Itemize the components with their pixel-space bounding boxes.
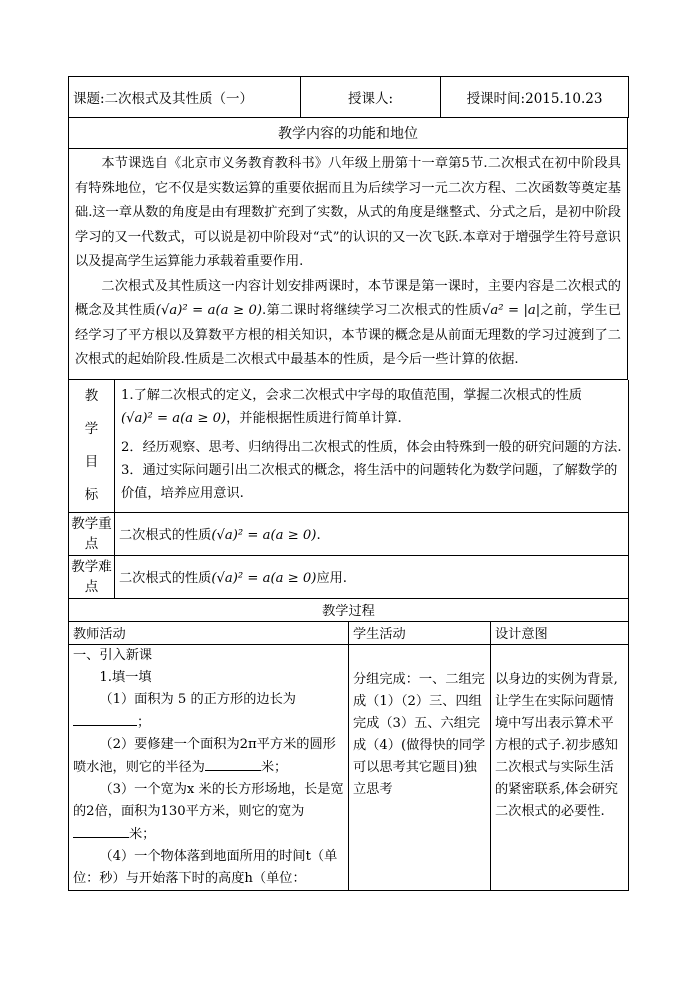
teacher-cell: [301, 77, 441, 118]
answer-blank-2[interactable]: [205, 756, 261, 771]
formula-sqrt-squared: (√a)² = a(a ≥ 0): [155, 303, 263, 318]
question-2-text: （2）要修建一个面积为2π平方米的圆形喷水池，则它的半径为: [73, 736, 336, 775]
para2-part-b: .第二课时将继续学习二次根式的性质: [262, 303, 482, 318]
difficulty-body: [115, 555, 629, 598]
objective-1-tail: ，并能根据性质进行简单计算.: [226, 410, 402, 426]
student-activity: [349, 644, 491, 890]
design-intent-text: 以身边的实例为背景,让学生在实际问题情境中写出表示算术平方根的式子.初步感知二次根式与实际生活的紧密联系,体会研究二次根式的必要性.: [495, 671, 618, 819]
objective-2: 2．经历观察、思考、归纳得出二次根式的性质，体会由特殊到一般的研究问题的方法.: [121, 439, 622, 455]
process-table: [68, 599, 629, 891]
question-4: （4）一个物体落到地面所用的时间t（单位：秒）与开始落下时的高度h（单位：: [73, 848, 338, 886]
objective-1-formula: (√a)² = a(a ≥ 0): [121, 410, 227, 426]
objectives-table: [68, 380, 629, 599]
obj-char-4: 标: [84, 486, 99, 503]
formula-sqrt-abs: √a² = |a|: [481, 303, 541, 318]
obj-char-3: 目: [84, 453, 99, 470]
header-table: [68, 76, 629, 118]
function-title: 教学内容的功能和地位: [69, 118, 628, 149]
fill-in-heading: 1.填一填: [99, 669, 152, 685]
difficulty-formula: (√a)² = a(a ≥ 0): [211, 571, 317, 586]
teacher-activity: [69, 644, 349, 890]
objective-1-text: 1.了解二次根式的定义，会求二次根式中字母的取值范围，掌握二次根式的性质: [121, 387, 582, 403]
student-activity-text: 分组完成：一、二组完成（1）（2）三、四组完成（3）五、六组完成（4）(做得快的同学可以思考其它题目)独立思考: [353, 671, 486, 797]
time-value: 2015.10.23: [525, 91, 603, 107]
question-3-end: 米；: [129, 826, 156, 842]
question-2: [73, 734, 344, 779]
function-para-1: 本节课选自《北京市义务教育教科书》八年级上册第十一章第5节.二次根式在初中阶段具有特殊地位，它不仅是实数运算的重要依据而且为后续学习一元二次方程、二次函数等奠定基础.这一章从数的角度是由有理数扩充到了实数，从式的角度是继整式、分式之后，是初中阶段学习的又一代数式，可以说是初中阶段对“式”的认识的又一次飞跃.本章对于增强学生符号意识以及提高学生运算能力承载着重要作用.: [75, 156, 621, 269]
teacher-label: 授课人:: [347, 91, 394, 107]
time-cell: [441, 77, 629, 118]
function-table: [68, 118, 628, 380]
process-title: 教学过程: [69, 599, 629, 622]
intro-heading: 一、引入新课: [73, 647, 153, 663]
question-3: [73, 779, 344, 846]
objectives-body: [115, 380, 629, 513]
para2-part-a: 二次根式及其性质这一内容计划安排两课时，本节课是第一课时，主要内容是二次根式的概念及其性质: [75, 278, 621, 318]
answer-blank-1[interactable]: [73, 711, 137, 726]
objective-3: 3．通过实际问题引出二次根式的概念，将生活中的问题转化为数学问题，了解数学的价值，培养应用意识.: [121, 462, 618, 501]
key-point-text: 二次根式的性质: [119, 528, 212, 543]
answer-blank-3[interactable]: [73, 823, 129, 838]
col-design: 设计意图: [491, 621, 629, 644]
difficulty-tail: 应用.: [316, 571, 348, 586]
question-1-end: ；: [137, 714, 151, 730]
key-point-formula: (√a)² = a(a ≥ 0): [211, 528, 317, 543]
function-body: [69, 149, 628, 380]
design-intent: [491, 644, 629, 890]
objective-1: [121, 384, 622, 430]
question-1-text: （1）面积为 5 的正方形的边长为: [99, 691, 296, 707]
time-label: 授课时间:: [466, 91, 526, 107]
col-teacher: 教师活动: [69, 621, 349, 644]
key-point-label: 教学重点: [69, 512, 115, 555]
objectives-label: [69, 380, 115, 513]
col-student: 学生活动: [349, 621, 491, 644]
key-point-body: [115, 512, 629, 555]
topic-label: 课题:: [73, 91, 105, 107]
lesson-plan: [68, 76, 628, 891]
key-point-tail: .: [316, 528, 321, 543]
obj-char-1: 教: [84, 387, 99, 404]
obj-char-2: 学: [84, 420, 99, 437]
para2-part-c: 之前，学生已经学习了平方根以及算数平方根的相关知识，本节课的概念是从前面无理数的学习过渡到了二次根式的起始阶段.性质是二次根式中最基本的性质，是今后一些计算的依据.: [75, 303, 622, 367]
topic-cell: [69, 77, 301, 118]
question-2-end: 米；: [260, 759, 288, 775]
question-1: [73, 689, 344, 734]
function-para-2: [75, 275, 621, 373]
difficulty-label: 教学难点: [69, 555, 115, 598]
question-3-text: （3）一个宽为x 米的长方形场地，长是宽的2倍，面积为130平方米，则它的宽为: [73, 781, 344, 819]
difficulty-text: 二次根式的性质: [119, 571, 212, 586]
topic-value: 二次根式及其性质（一）: [104, 91, 254, 107]
